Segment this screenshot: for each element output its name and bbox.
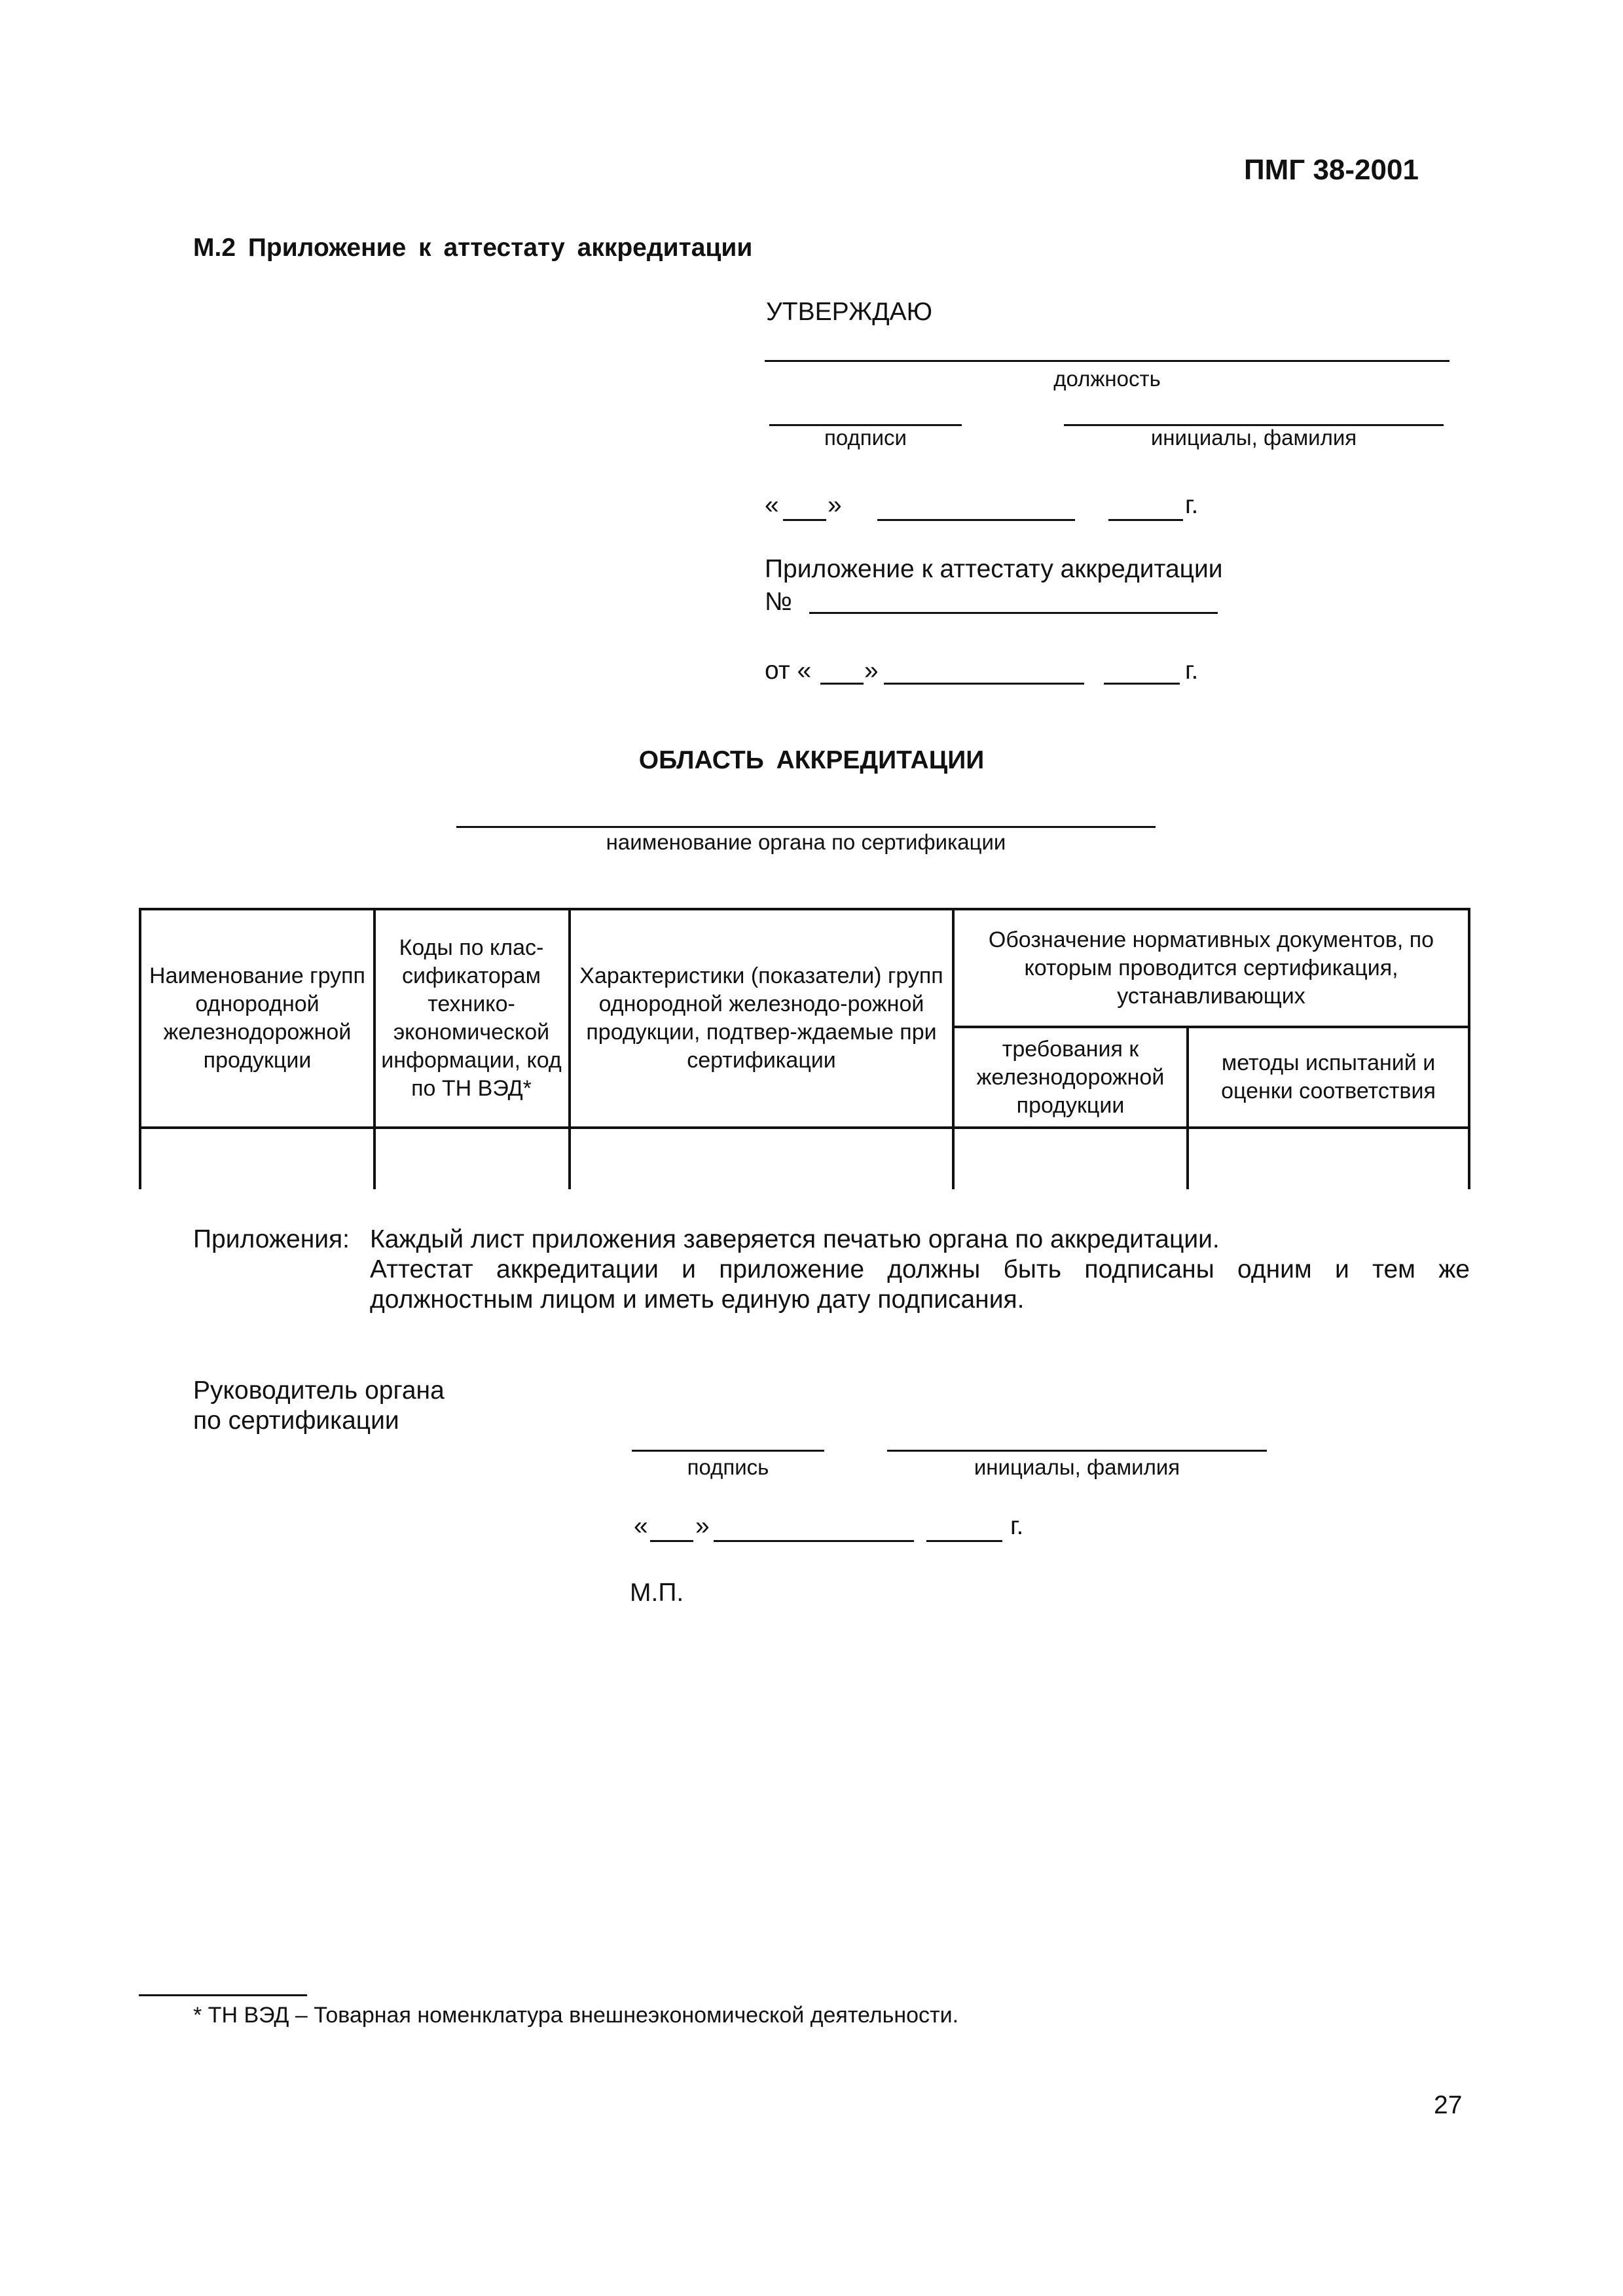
note-line-3: должностным лицом и иметь единую дату подписания. [370, 1285, 1025, 1314]
header-test-methods: методы испытаний и оценки соответствия [1221, 1050, 1436, 1103]
date-year-line [1108, 519, 1183, 521]
date-day-line [783, 519, 826, 521]
table-col-border [139, 908, 141, 1189]
head-date-day-line [650, 1540, 693, 1542]
position-caption: должность [1053, 367, 1161, 391]
table-col-border [952, 908, 955, 1189]
signature-caption: подписи [824, 425, 907, 450]
table-col-border [568, 908, 571, 1189]
head-date-month-line [714, 1540, 914, 1542]
approval-title: УТВЕРЖДАЮ [766, 298, 933, 326]
table-header-bottom-border [139, 1126, 1470, 1129]
head-date-quote-open: « [634, 1512, 648, 1540]
from-quote-close: » [864, 656, 879, 685]
number-line [809, 612, 1218, 614]
page-number: 27 [1434, 2091, 1463, 2119]
from-year-line [1104, 683, 1180, 685]
footnote-text: * ТН ВЭД – Товарная номенклатура внешнеэкономической деятельности. [193, 2003, 959, 2028]
accreditation-scope-table [139, 908, 1470, 1189]
notes-label: Приложения: [193, 1225, 350, 1253]
from-label: от « [765, 656, 812, 685]
from-month-line [884, 683, 1084, 685]
head-date-quote-close: » [695, 1512, 710, 1540]
date-quote-open: « [765, 491, 779, 519]
appendix-line: Приложение к аттестату аккредитации [765, 555, 1223, 583]
date-year-suffix: г. [1185, 491, 1199, 519]
head-signature-line [632, 1450, 824, 1452]
scope-title: ОБЛАСТЬ АККРЕДИТАЦИИ [638, 746, 985, 774]
document-code: ПМГ 38-2001 [1244, 154, 1419, 186]
head-name-caption: инициалы, фамилия [974, 1455, 1180, 1479]
note-line-2: Аттестат аккредитации и приложение должны быть подписаны одним и тем же [370, 1255, 1470, 1283]
head-title-line-2: по сертификации [193, 1407, 399, 1435]
head-date-year-line [926, 1540, 1002, 1542]
name-caption: инициалы, фамилия [1150, 425, 1357, 450]
header-product-groups: Наименование групп однородной железнодорожной продукции [149, 963, 365, 1073]
stamp-place: М.П. [630, 1579, 684, 1607]
head-signature-caption: подпись [687, 1455, 769, 1479]
date-quote-close: » [828, 491, 842, 519]
header-classifier-codes: Коды по клас-сификаторам технико-экономической информации, код по ТН ВЭД* [381, 935, 562, 1101]
header-requirements: требования к железнодорожной продукции [976, 1036, 1165, 1118]
note-line-1: Каждый лист приложения заверяется печатью органа по аккредитации. [370, 1225, 1220, 1253]
org-name-line [456, 826, 1156, 828]
number-label: № [765, 588, 792, 616]
head-title-line-1: Руководитель органа [193, 1376, 445, 1405]
header-normative-docs: Обозначение нормативных документов, по которым проводится сертификация, устанавливающих [988, 927, 1434, 1009]
table-col-border [1468, 908, 1470, 1189]
head-date-year-suffix: г. [1010, 1512, 1024, 1540]
header-characteristics: Характеристики (показатели) групп однородной железнодо-рожной продукции, подтвер-ждаемые при сертификации [579, 963, 943, 1073]
from-day-line [820, 683, 864, 685]
footnote-separator [139, 1994, 307, 1996]
table-col-border [1186, 1026, 1189, 1189]
from-year-suffix: г. [1185, 656, 1199, 685]
head-name-line [887, 1450, 1267, 1452]
date-month-line [877, 519, 1075, 521]
org-name-caption: наименование органа по сертификации [606, 830, 1006, 854]
position-line [765, 360, 1450, 362]
section-title: М.2 Приложение к аттестату аккредитации [193, 234, 753, 262]
